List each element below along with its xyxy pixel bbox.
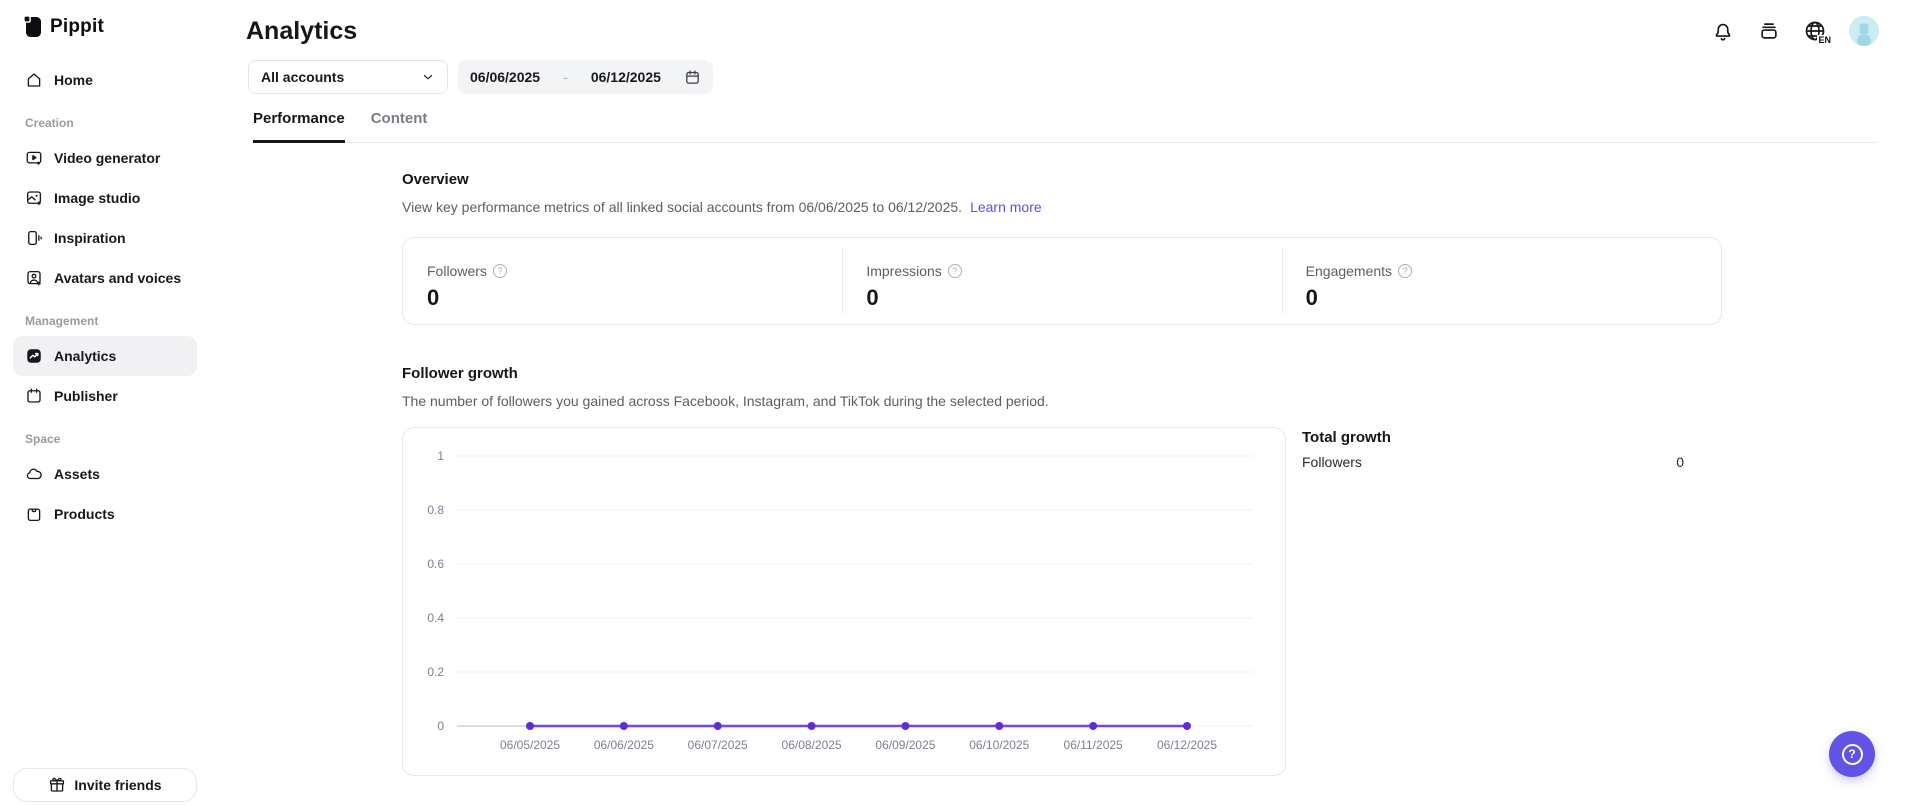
total-growth-row	[1302, 454, 1684, 470]
language-globe-icon[interactable]	[1803, 19, 1831, 45]
publisher-calendar-icon	[25, 387, 43, 405]
data-point[interactable]	[1089, 722, 1097, 730]
sidebar-item-label: Avatars and voices	[54, 270, 182, 286]
metric-impressions	[842, 238, 1281, 324]
avatars-icon	[25, 269, 43, 287]
y-tick-label: 0.4	[427, 611, 444, 625]
overview-metrics-card	[402, 237, 1722, 325]
language-code: EN	[1818, 35, 1831, 45]
sidebar-item-label: Publisher	[54, 388, 118, 404]
overview-description-text: View key performance metrics of all linked social accounts from 06/06/2025 to 06/12/2025.	[402, 199, 963, 215]
y-tick-label: 1	[437, 449, 444, 463]
notifications-bell-icon[interactable]	[1711, 19, 1735, 43]
gift-icon	[48, 776, 66, 794]
sidebar-section-creation: Creation	[25, 116, 74, 130]
sidebar-item-assets[interactable]	[13, 454, 197, 494]
data-point[interactable]	[526, 722, 534, 730]
total-growth-panel	[1302, 427, 1684, 776]
data-point[interactable]	[714, 722, 722, 730]
date-separator: -	[563, 69, 568, 85]
total-growth-heading: Total growth	[1302, 429, 1391, 446]
data-point[interactable]	[901, 722, 909, 730]
data-point[interactable]	[1183, 722, 1191, 730]
home-icon	[25, 71, 43, 89]
date-start-value: 06/06/2025	[470, 69, 541, 85]
sidebar-item-label: Assets	[54, 466, 100, 482]
sidebar-item-label: Video generator	[54, 150, 161, 166]
data-point[interactable]	[808, 722, 816, 730]
sidebar-item-label: Image studio	[54, 190, 141, 206]
total-growth-label: Followers	[1302, 454, 1362, 470]
products-bag-icon	[25, 505, 43, 523]
metric-followers	[403, 238, 842, 324]
tabs	[253, 110, 1878, 143]
follower-growth-chart-card	[402, 427, 1286, 776]
metric-value: 0	[427, 285, 440, 310]
y-tick-label: 0	[437, 719, 444, 733]
sidebar-nav	[13, 60, 197, 534]
filter-bar	[210, 46, 1909, 94]
overview-heading: Overview	[402, 171, 469, 188]
billing-icon[interactable]	[1757, 19, 1781, 43]
header-actions	[1711, 16, 1879, 46]
sidebar-item-label: Analytics	[54, 348, 117, 364]
sidebar-item-home[interactable]	[13, 60, 197, 100]
x-tick-label: 06/09/2025	[875, 738, 936, 752]
page-title: Analytics	[246, 16, 358, 45]
follower-growth-heading: Follower growth	[402, 365, 518, 382]
x-tick-label: 06/10/2025	[969, 738, 1030, 752]
brand-logo[interactable]	[13, 14, 197, 40]
sidebar-item-publisher[interactable]	[13, 376, 197, 416]
overview-description	[402, 199, 1878, 215]
tab-content[interactable]: Content	[370, 110, 428, 127]
main-area	[210, 0, 1909, 806]
metric-value: 0	[866, 285, 879, 310]
follower-growth-description: The number of followers you gained across Facebook, Instagram, and TikTok during the selected period.	[402, 393, 1049, 409]
x-tick-label: 06/12/2025	[1156, 738, 1218, 752]
metric-label: Impressions	[866, 263, 942, 279]
sidebar-item-video-generator[interactable]	[13, 138, 197, 178]
data-point[interactable]	[620, 722, 628, 730]
tab-panel-performance	[210, 143, 1909, 776]
account-select-dropdown[interactable]	[248, 60, 448, 94]
sidebar-item-label: Products	[54, 506, 115, 522]
pippit-logo-icon	[22, 15, 43, 39]
sidebar-item-avatars-and-voices[interactable]	[13, 258, 197, 298]
learn-more-link[interactable]: Learn more	[970, 199, 1042, 215]
x-tick-label: 06/07/2025	[687, 738, 748, 752]
sidebar-section-management: Management	[25, 314, 99, 328]
y-tick-label: 0.2	[427, 665, 444, 679]
metric-engagements	[1282, 238, 1721, 324]
video-generator-icon	[25, 149, 43, 167]
invite-friends-button[interactable]	[13, 768, 197, 802]
follower-growth-chart	[403, 428, 1285, 775]
metric-label: Engagements	[1305, 263, 1393, 279]
sidebar	[0, 0, 210, 806]
assets-cloud-icon	[25, 465, 43, 483]
invite-friends-label: Invite friends	[74, 777, 162, 793]
tab-performance[interactable]: Performance	[253, 110, 345, 143]
help-circle-icon[interactable]: ?	[493, 264, 507, 278]
image-studio-icon	[25, 189, 43, 207]
metric-label: Followers	[427, 263, 487, 279]
x-tick-label: 06/06/2025	[593, 738, 654, 752]
data-point[interactable]	[995, 722, 1003, 730]
y-tick-label: 0.6	[427, 557, 444, 571]
brand-name: Pippit	[50, 16, 104, 37]
question-mark-icon: ?	[1842, 744, 1863, 765]
sidebar-item-products[interactable]	[13, 494, 197, 534]
sidebar-item-label: Inspiration	[54, 230, 126, 246]
sidebar-item-label: Home	[54, 72, 93, 88]
inspiration-icon	[25, 229, 43, 247]
sidebar-item-inspiration[interactable]	[13, 218, 197, 258]
x-tick-label: 06/05/2025	[499, 738, 561, 752]
account-select-value: All accounts	[261, 69, 345, 85]
follower-growth-section	[402, 365, 1878, 776]
analytics-icon	[25, 347, 43, 365]
x-tick-label: 06/11/2025	[1063, 738, 1123, 752]
help-circle-icon[interactable]: ?	[948, 264, 962, 278]
total-growth-value: 0	[1676, 454, 1684, 470]
y-tick-label: 0.8	[427, 503, 444, 517]
page-header	[210, 0, 1909, 46]
x-tick-label: 06/08/2025	[781, 738, 842, 752]
sidebar-item-analytics[interactable]	[13, 336, 197, 376]
help-fab-button[interactable]	[1829, 731, 1875, 777]
sidebar-item-image-studio[interactable]	[13, 178, 197, 218]
sidebar-section-space: Space	[25, 432, 61, 446]
date-range-picker[interactable]	[458, 60, 713, 94]
metric-value: 0	[1305, 285, 1318, 310]
user-avatar[interactable]	[1849, 16, 1879, 46]
date-end-value: 06/12/2025	[590, 69, 661, 85]
calendar-icon	[684, 69, 701, 86]
chevron-down-icon	[421, 70, 435, 84]
help-circle-icon[interactable]: ?	[1398, 264, 1412, 278]
